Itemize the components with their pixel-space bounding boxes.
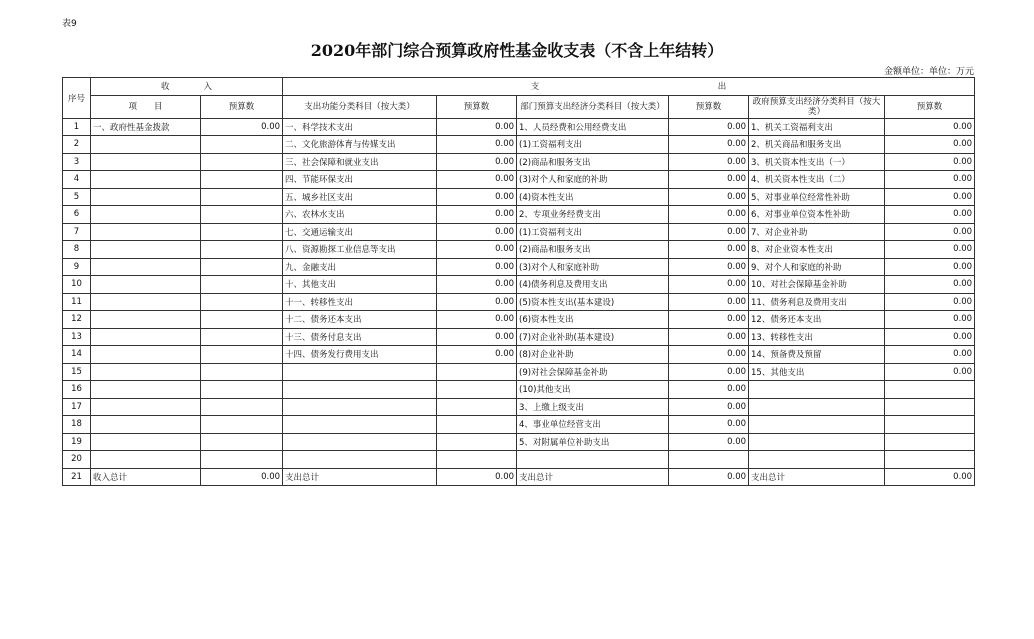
table-row: [63, 136, 975, 154]
header-budget-gov: 预算数: [885, 95, 975, 118]
dept-econ-item: (8)对企业补助: [517, 346, 669, 364]
row-seq: 10: [63, 276, 91, 294]
income-budget: [201, 153, 283, 171]
func-item: 十、其他支出: [283, 276, 437, 294]
table-row: [63, 451, 975, 469]
func-budget: 0.00: [437, 223, 517, 241]
income-item: [91, 416, 201, 434]
income-item: [91, 258, 201, 276]
income-item: [91, 433, 201, 451]
gov-econ-budget: 0.00: [885, 171, 975, 189]
table-row: [63, 293, 975, 311]
income-budget: [201, 398, 283, 416]
page-title: 2020年部门综合预算政府性基金收支表（不含上年结转）: [310, 41, 724, 60]
dept-econ-budget: 0.00: [669, 223, 749, 241]
row-seq: 21: [63, 468, 91, 486]
dept-econ-budget: 0.00: [669, 118, 749, 136]
func-budget: [437, 363, 517, 381]
table-row: [63, 118, 975, 136]
dept-econ-item: (1)工资福利支出: [517, 136, 669, 154]
row-seq: 5: [63, 188, 91, 206]
budget-table: [62, 77, 975, 486]
dept-econ-item: (3)对个人和家庭的补助: [517, 171, 669, 189]
header-item: 项 目: [91, 95, 201, 118]
dept-econ-budget: 0.00: [669, 416, 749, 434]
page-tag: 表9: [62, 19, 77, 29]
dept-econ-budget: 0.00: [669, 136, 749, 154]
gov-econ-budget: 0.00: [885, 346, 975, 364]
row-seq: 15: [63, 363, 91, 381]
func-item: [283, 381, 437, 399]
income-item: [91, 381, 201, 399]
dept-econ-budget: 0.00: [669, 171, 749, 189]
row-seq: 20: [63, 451, 91, 469]
dept-econ-item: 支出总计: [517, 468, 669, 486]
func-item: 五、城乡社区支出: [283, 188, 437, 206]
table-row: [63, 468, 975, 486]
dept-econ-budget: 0.00: [669, 381, 749, 399]
income-item: [91, 328, 201, 346]
table-row: [63, 171, 975, 189]
dept-econ-item: 5、对附属单位补助支出: [517, 433, 669, 451]
gov-econ-budget: 0.00: [885, 258, 975, 276]
gov-econ-item: [749, 398, 885, 416]
gov-econ-budget: 0.00: [885, 293, 975, 311]
gov-econ-item: 6、对事业单位资本性补助: [749, 206, 885, 224]
gov-econ-budget: 0.00: [885, 136, 975, 154]
gov-econ-budget: 0.00: [885, 311, 975, 329]
func-item: 三、社会保障和就业支出: [283, 153, 437, 171]
dept-econ-item: (7)对企业补助(基本建设): [517, 328, 669, 346]
dept-econ-budget: 0.00: [669, 241, 749, 259]
func-item: [283, 363, 437, 381]
income-item: [91, 346, 201, 364]
row-seq: 16: [63, 381, 91, 399]
dept-econ-item: (2)商品和服务支出: [517, 241, 669, 259]
income-budget: [201, 381, 283, 399]
func-budget: [437, 451, 517, 469]
func-item: 十四、债务发行费用支出: [283, 346, 437, 364]
gov-econ-item: 14、预备费及预留: [749, 346, 885, 364]
gov-econ-item: [749, 451, 885, 469]
row-seq: 4: [63, 171, 91, 189]
gov-econ-item: 13、转移性支出: [749, 328, 885, 346]
func-item: 七、交通运输支出: [283, 223, 437, 241]
gov-econ-item: 8、对企业资本性支出: [749, 241, 885, 259]
table-row: [63, 328, 975, 346]
income-budget: [201, 363, 283, 381]
dept-econ-budget: [669, 451, 749, 469]
gov-econ-item: 11、债务利息及费用支出: [749, 293, 885, 311]
gov-econ-budget: 0.00: [885, 276, 975, 294]
income-item: [91, 223, 201, 241]
gov-econ-item: 1、机关工资福利支出: [749, 118, 885, 136]
dept-econ-item: (4)资本性支出: [517, 188, 669, 206]
header-seq: 序号: [63, 78, 91, 119]
dept-econ-item: (6)资本性支出: [517, 311, 669, 329]
table-row: [63, 206, 975, 224]
dept-econ-budget: 0.00: [669, 433, 749, 451]
dept-econ-item: 3、上缴上级支出: [517, 398, 669, 416]
income-budget: [201, 206, 283, 224]
row-seq: 8: [63, 241, 91, 259]
dept-econ-item: (5)资本性支出(基本建设): [517, 293, 669, 311]
func-budget: 0.00: [437, 258, 517, 276]
income-item: 收入总计: [91, 468, 201, 486]
table-row: [63, 153, 975, 171]
func-budget: 0.00: [437, 153, 517, 171]
dept-econ-budget: 0.00: [669, 206, 749, 224]
func-item: 八、资源勘探工业信息等支出: [283, 241, 437, 259]
gov-econ-item: 4、机关资本性支出（二）: [749, 171, 885, 189]
func-budget: [437, 398, 517, 416]
row-seq: 7: [63, 223, 91, 241]
header-expense: 支 出: [283, 78, 975, 96]
income-budget: [201, 258, 283, 276]
func-budget: 0.00: [437, 276, 517, 294]
table-row: [63, 276, 975, 294]
income-budget: [201, 188, 283, 206]
func-item: 六、农林水支出: [283, 206, 437, 224]
header-budget-func: 预算数: [437, 95, 517, 118]
func-budget: 0.00: [437, 311, 517, 329]
gov-econ-budget: 0.00: [885, 188, 975, 206]
income-item: [91, 363, 201, 381]
unit-label: 金额单位：单位：万元: [883, 67, 974, 77]
gov-econ-item: [749, 381, 885, 399]
income-budget: [201, 346, 283, 364]
gov-econ-budget: 0.00: [885, 118, 975, 136]
income-item: [91, 293, 201, 311]
dept-econ-item: (3)对个人和家庭补助: [517, 258, 669, 276]
dept-econ-budget: 0.00: [669, 363, 749, 381]
func-item: [283, 416, 437, 434]
header-income: 收 入: [91, 78, 283, 96]
row-seq: 17: [63, 398, 91, 416]
gov-econ-budget: 0.00: [885, 363, 975, 381]
income-budget: [201, 293, 283, 311]
gov-econ-item: 2、机关商品和服务支出: [749, 136, 885, 154]
func-budget: [437, 433, 517, 451]
gov-econ-budget: 0.00: [885, 206, 975, 224]
gov-econ-item: 9、对个人和家庭的补助: [749, 258, 885, 276]
func-item: [283, 451, 437, 469]
func-item: 支出总计: [283, 468, 437, 486]
dept-econ-item: (9)对社会保障基金补助: [517, 363, 669, 381]
table-body: [63, 118, 975, 486]
table-row: [63, 188, 975, 206]
dept-econ-budget: 0.00: [669, 276, 749, 294]
func-item: 二、文化旅游体育与传媒支出: [283, 136, 437, 154]
dept-econ-budget: 0.00: [669, 188, 749, 206]
func-budget: 0.00: [437, 171, 517, 189]
func-budget: 0.00: [437, 118, 517, 136]
gov-econ-item: 10、对社会保障基金补助: [749, 276, 885, 294]
func-budget: 0.00: [437, 346, 517, 364]
gov-econ-budget: 0.00: [885, 468, 975, 486]
income-budget: [201, 311, 283, 329]
income-item: [91, 276, 201, 294]
table-row: [63, 363, 975, 381]
func-budget: 0.00: [437, 136, 517, 154]
table-row: [63, 381, 975, 399]
row-seq: 2: [63, 136, 91, 154]
dept-econ-budget: 0.00: [669, 398, 749, 416]
gov-econ-budget: [885, 451, 975, 469]
gov-econ-budget: 0.00: [885, 328, 975, 346]
gov-econ-item: 7、对企业补助: [749, 223, 885, 241]
dept-econ-item: 2、专项业务经费支出: [517, 206, 669, 224]
row-seq: 1: [63, 118, 91, 136]
func-budget: [437, 416, 517, 434]
func-item: 九、金融支出: [283, 258, 437, 276]
income-item: [91, 398, 201, 416]
income-item: [91, 241, 201, 259]
income-item: [91, 136, 201, 154]
func-item: [283, 398, 437, 416]
gov-econ-budget: [885, 381, 975, 399]
dept-econ-item: (2)商品和服务支出: [517, 153, 669, 171]
gov-econ-item: 12、债务还本支出: [749, 311, 885, 329]
income-item: [91, 311, 201, 329]
row-seq: 6: [63, 206, 91, 224]
income-budget: [201, 276, 283, 294]
dept-econ-item: (4)债务利息及费用支出: [517, 276, 669, 294]
header-func: 支出功能分类科目（按大类）: [283, 95, 437, 118]
row-seq: 11: [63, 293, 91, 311]
income-budget: [201, 171, 283, 189]
row-seq: 14: [63, 346, 91, 364]
dept-econ-budget: 0.00: [669, 468, 749, 486]
func-budget: 0.00: [437, 468, 517, 486]
row-seq: 19: [63, 433, 91, 451]
table-row: [63, 398, 975, 416]
gov-econ-budget: 0.00: [885, 223, 975, 241]
dept-econ-budget: 0.00: [669, 328, 749, 346]
func-item: 四、节能环保支出: [283, 171, 437, 189]
table-row: [63, 433, 975, 451]
table-row: [63, 416, 975, 434]
gov-econ-item: 5、对事业单位经常性补助: [749, 188, 885, 206]
table-row: [63, 223, 975, 241]
dept-econ-item: (1)工资福利支出: [517, 223, 669, 241]
income-item: [91, 188, 201, 206]
func-item: 十一、转移性支出: [283, 293, 437, 311]
header-dept-econ: 部门预算支出经济分类科目（按大类）: [517, 95, 669, 118]
gov-econ-budget: [885, 433, 975, 451]
dept-econ-item: 4、事业单位经营支出: [517, 416, 669, 434]
func-budget: 0.00: [437, 188, 517, 206]
gov-econ-budget: [885, 416, 975, 434]
income-budget: [201, 328, 283, 346]
income-budget: [201, 416, 283, 434]
row-seq: 13: [63, 328, 91, 346]
gov-econ-budget: 0.00: [885, 153, 975, 171]
gov-econ-item: 3、机关资本性支出（一）: [749, 153, 885, 171]
func-item: 十二、债务还本支出: [283, 311, 437, 329]
income-budget: [201, 223, 283, 241]
gov-econ-item: [749, 433, 885, 451]
row-seq: 12: [63, 311, 91, 329]
dept-econ-budget: 0.00: [669, 346, 749, 364]
func-budget: [437, 381, 517, 399]
dept-econ-budget: 0.00: [669, 293, 749, 311]
func-budget: 0.00: [437, 241, 517, 259]
func-item: 十三、债务付息支出: [283, 328, 437, 346]
income-item: [91, 451, 201, 469]
income-item: 一、政府性基金拨款: [91, 118, 201, 136]
func-budget: 0.00: [437, 293, 517, 311]
func-item: [283, 433, 437, 451]
row-seq: 18: [63, 416, 91, 434]
table-row: [63, 311, 975, 329]
gov-econ-item: [749, 416, 885, 434]
gov-econ-budget: [885, 398, 975, 416]
income-budget: [201, 241, 283, 259]
dept-econ-budget: 0.00: [669, 153, 749, 171]
income-item: [91, 206, 201, 224]
gov-econ-item: 支出总计: [749, 468, 885, 486]
dept-econ-budget: 0.00: [669, 258, 749, 276]
func-budget: 0.00: [437, 206, 517, 224]
header-budget-income: 预算数: [201, 95, 283, 118]
table-row: [63, 346, 975, 364]
func-item: 一、科学技术支出: [283, 118, 437, 136]
income-item: [91, 153, 201, 171]
row-seq: 3: [63, 153, 91, 171]
header-budget-dept: 预算数: [669, 95, 749, 118]
table-row: [63, 241, 975, 259]
table-row: [63, 258, 975, 276]
income-budget: [201, 433, 283, 451]
income-item: [91, 171, 201, 189]
dept-econ-item: (10)其他支出: [517, 381, 669, 399]
gov-econ-budget: 0.00: [885, 241, 975, 259]
income-budget: 0.00: [201, 468, 283, 486]
income-budget: [201, 136, 283, 154]
func-budget: 0.00: [437, 328, 517, 346]
dept-econ-item: 1、人员经费和公用经费支出: [517, 118, 669, 136]
row-seq: 9: [63, 258, 91, 276]
dept-econ-budget: 0.00: [669, 311, 749, 329]
dept-econ-item: [517, 451, 669, 469]
income-budget: 0.00: [201, 118, 283, 136]
gov-econ-item: 15、其他支出: [749, 363, 885, 381]
header-gov-econ: 政府预算支出经济分类科目（按大类）: [749, 95, 885, 118]
income-budget: [201, 451, 283, 469]
